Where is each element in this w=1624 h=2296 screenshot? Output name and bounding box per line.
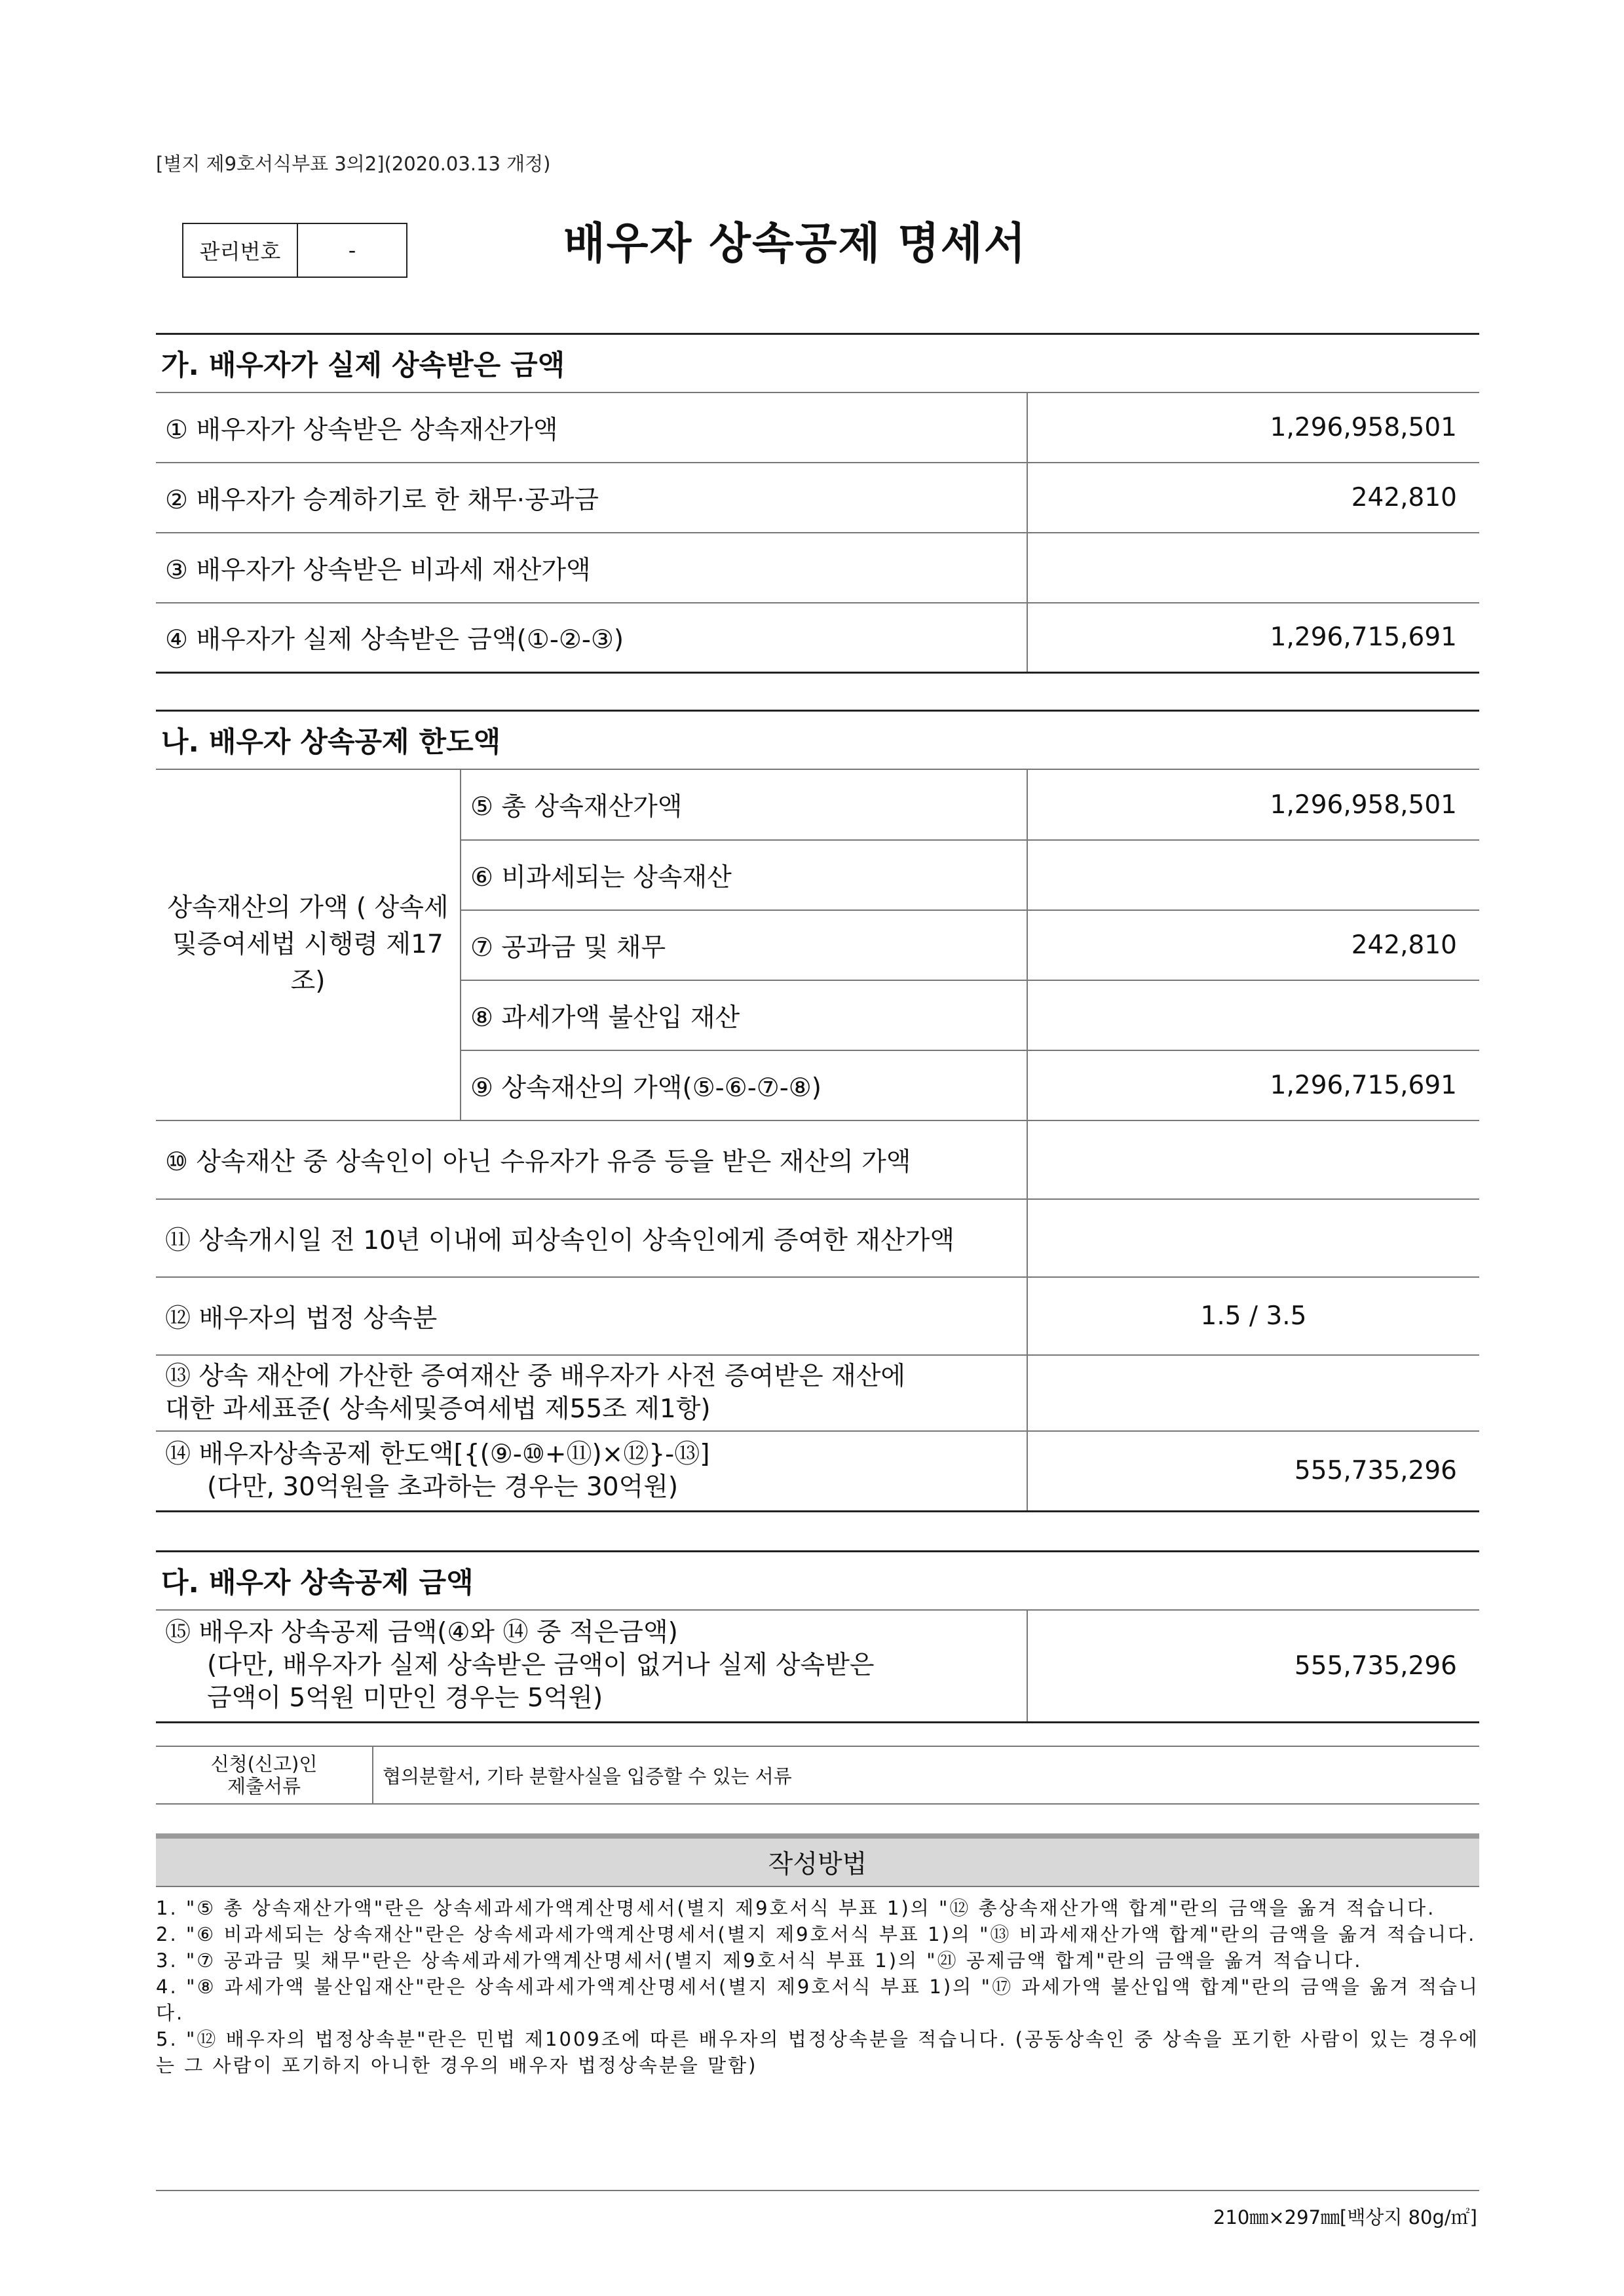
row-5-value: 1,296,958,501 xyxy=(1027,770,1479,840)
row-15-label xyxy=(156,1611,1027,1722)
required-documents-label xyxy=(156,1747,373,1803)
row-8-label: ⑧ 과세가액 불산입 재산 xyxy=(461,980,1027,1050)
row-1-value: 1,296,958,501 xyxy=(1027,393,1479,463)
row-1-label: ① 배우자가 상속받은 상속재산가액 xyxy=(156,393,1027,463)
section-a-heading: 가. 배우자가 실제 상속받은 금액 xyxy=(156,333,1479,393)
row-11-label: ⑪ 상속개시일 전 10년 이내에 피상속인이 상속인에게 증여한 재산가액 xyxy=(156,1199,1027,1277)
instruction-item: 1. "⑤ 총 상속재산가액"란은 상속세과세가액계산명세서(별지 제9호서식 부표 1)의 "⑫ 총상속재산가액 합계"란의 금액을 옮겨 적습니다. xyxy=(156,1897,1436,1919)
row-13-label xyxy=(156,1355,1027,1431)
table-row xyxy=(156,463,1479,533)
row-7-label: ⑦ 공과금 및 채무 xyxy=(461,910,1027,980)
row-5-label: ⑤ 총 상속재산가액 xyxy=(461,770,1027,840)
table-row xyxy=(156,1277,1479,1355)
row-11-value xyxy=(1027,1199,1479,1277)
required-documents-label-line2: 제출서류 xyxy=(227,1775,301,1797)
row-4-label: ④ 배우자가 실제 상속받은 금액(①-②-③) xyxy=(156,603,1027,672)
row-15-label-line2: (다만, 배우자가 실제 상속받은 금액이 없거나 실제 상속받은 xyxy=(207,1651,875,1681)
table-row xyxy=(156,1199,1479,1277)
table-row xyxy=(156,1431,1479,1511)
row-6-value xyxy=(1027,840,1479,910)
row-10-label: ⑩ 상속재산 중 상속인이 아닌 수유자가 유증 등을 받은 재산의 가액 xyxy=(156,1120,1027,1199)
row-7-value: 242,810 xyxy=(1027,910,1479,980)
instruction-item: 2. "⑥ 비과세되는 상속재산"란은 상속세과세가액계산명세서(별지 제9호서식 부표 1)의 "⑬ 비과세재산가액 합계"란의 금액을 옮겨 적습니다. xyxy=(156,1923,1477,1945)
row-12-label: ⑫ 배우자의 법정 상속분 xyxy=(156,1277,1027,1355)
form-reference: [별지 제9호서식부표 3의2](2020.03.13 개정) xyxy=(156,153,551,175)
row-13-label-line2: 대한 과세표준( 상속세및증여세법 제55조 제1항) xyxy=(165,1394,711,1424)
management-number-value: - xyxy=(348,238,356,263)
row-15-value: 555,735,296 xyxy=(1027,1611,1479,1722)
section-c-heading: 다. 배우자 상속공제 금액 xyxy=(156,1550,1479,1611)
table-row xyxy=(156,1611,1479,1722)
instructions-heading: 작성방법 xyxy=(156,1833,1479,1887)
row-10-value xyxy=(1027,1120,1479,1199)
management-number-label: 관리번호 xyxy=(183,224,298,277)
instructions-list xyxy=(156,1895,1479,2078)
table-row xyxy=(156,1120,1479,1199)
row-12-value: 1.5 / 3.5 xyxy=(1027,1277,1479,1355)
row-13-value xyxy=(1027,1355,1479,1431)
row-2-value: 242,810 xyxy=(1027,463,1479,533)
paper-spec: 210㎜×297㎜[백상지 80g/㎡] xyxy=(1213,2206,1477,2229)
table-row xyxy=(156,533,1479,603)
row-8-value xyxy=(1027,980,1479,1050)
row-13-label-line1: ⑬ 상속 재산에 가산한 증여재산 중 배우자가 사전 증여받은 재산에 xyxy=(165,1362,906,1391)
table-row xyxy=(156,603,1479,672)
row-3-value xyxy=(1027,533,1479,603)
row-15-label-line3: 금액이 5억원 미만인 경우는 5억원) xyxy=(207,1683,603,1713)
required-documents-label-line1: 신청(신고)인 xyxy=(210,1753,318,1775)
instruction-item: 3. "⑦ 공과금 및 채무"란은 상속세과세가액계산명세서(별지 제9호서식 부표 1)의 "㉑ 공제금액 합계"란의 금액을 옮겨 적습니다. xyxy=(156,1949,1363,1972)
instruction-item: 5. "⑫ 배우자의 법정상속분"란은 민법 제1009조에 따른 배우자의 법정상속분을 적습니다. (공동상속인 중 상속을 포기한 사람이 있는 경우에는 그 사람이 포기하지 아니한 경우의 배우자 법정상속분을 말함) xyxy=(156,2028,1479,2076)
row-9-label: ⑨ 상속재산의 가액(⑤-⑥-⑦-⑧) xyxy=(461,1050,1027,1120)
required-documents xyxy=(156,1746,1479,1805)
bottom-divider xyxy=(156,2190,1479,2191)
page-title: 배우자 상속공제 명세서 xyxy=(563,218,1027,269)
row-14-value: 555,735,296 xyxy=(1027,1431,1479,1511)
row-3-label: ③ 배우자가 상속받은 비과세 재산가액 xyxy=(156,533,1027,603)
table-row xyxy=(156,393,1479,463)
row-2-label: ② 배우자가 승계하기로 한 채무·공과금 xyxy=(156,463,1027,533)
asset-value-group-label: 상속재산의 가액 ( 상속세및증여세법 시행령 제17조) xyxy=(156,770,461,1120)
required-documents-value: 협의분할서, 기타 분할사실을 입증할 수 있는 서류 xyxy=(383,1765,792,1788)
management-number-box xyxy=(182,223,407,278)
section-a-table xyxy=(156,393,1479,674)
table-row xyxy=(156,770,1479,840)
section-b-heading: 나. 배우자 상속공제 한도액 xyxy=(156,710,1479,770)
section-c-table xyxy=(156,1611,1479,1723)
table-row xyxy=(156,1355,1479,1431)
row-6-label: ⑥ 비과세되는 상속재산 xyxy=(461,840,1027,910)
section-b-table xyxy=(156,770,1479,1512)
row-4-value: 1,296,715,691 xyxy=(1027,603,1479,672)
row-14-label xyxy=(156,1431,1027,1511)
row-14-label-line1: ⑭ 배우자상속공제 한도액[{(⑨-⑩+⑪)×⑫}-⑬] xyxy=(165,1439,710,1469)
instruction-item: 4. "⑧ 과세가액 불산입재산"란은 상속세과세가액계산명세서(별지 제9호서식 부표 1)의 "⑰ 과세가액 불산입액 합계"란의 금액을 옮겨 적습니다. xyxy=(156,1976,1479,2024)
row-9-value: 1,296,715,691 xyxy=(1027,1050,1479,1120)
row-15-label-line1: ⑮ 배우자 상속공제 금액(④와 ⑭ 중 적은금액) xyxy=(165,1618,678,1648)
row-14-label-line2: (다만, 30억원을 초과하는 경우는 30억원) xyxy=(207,1472,679,1502)
